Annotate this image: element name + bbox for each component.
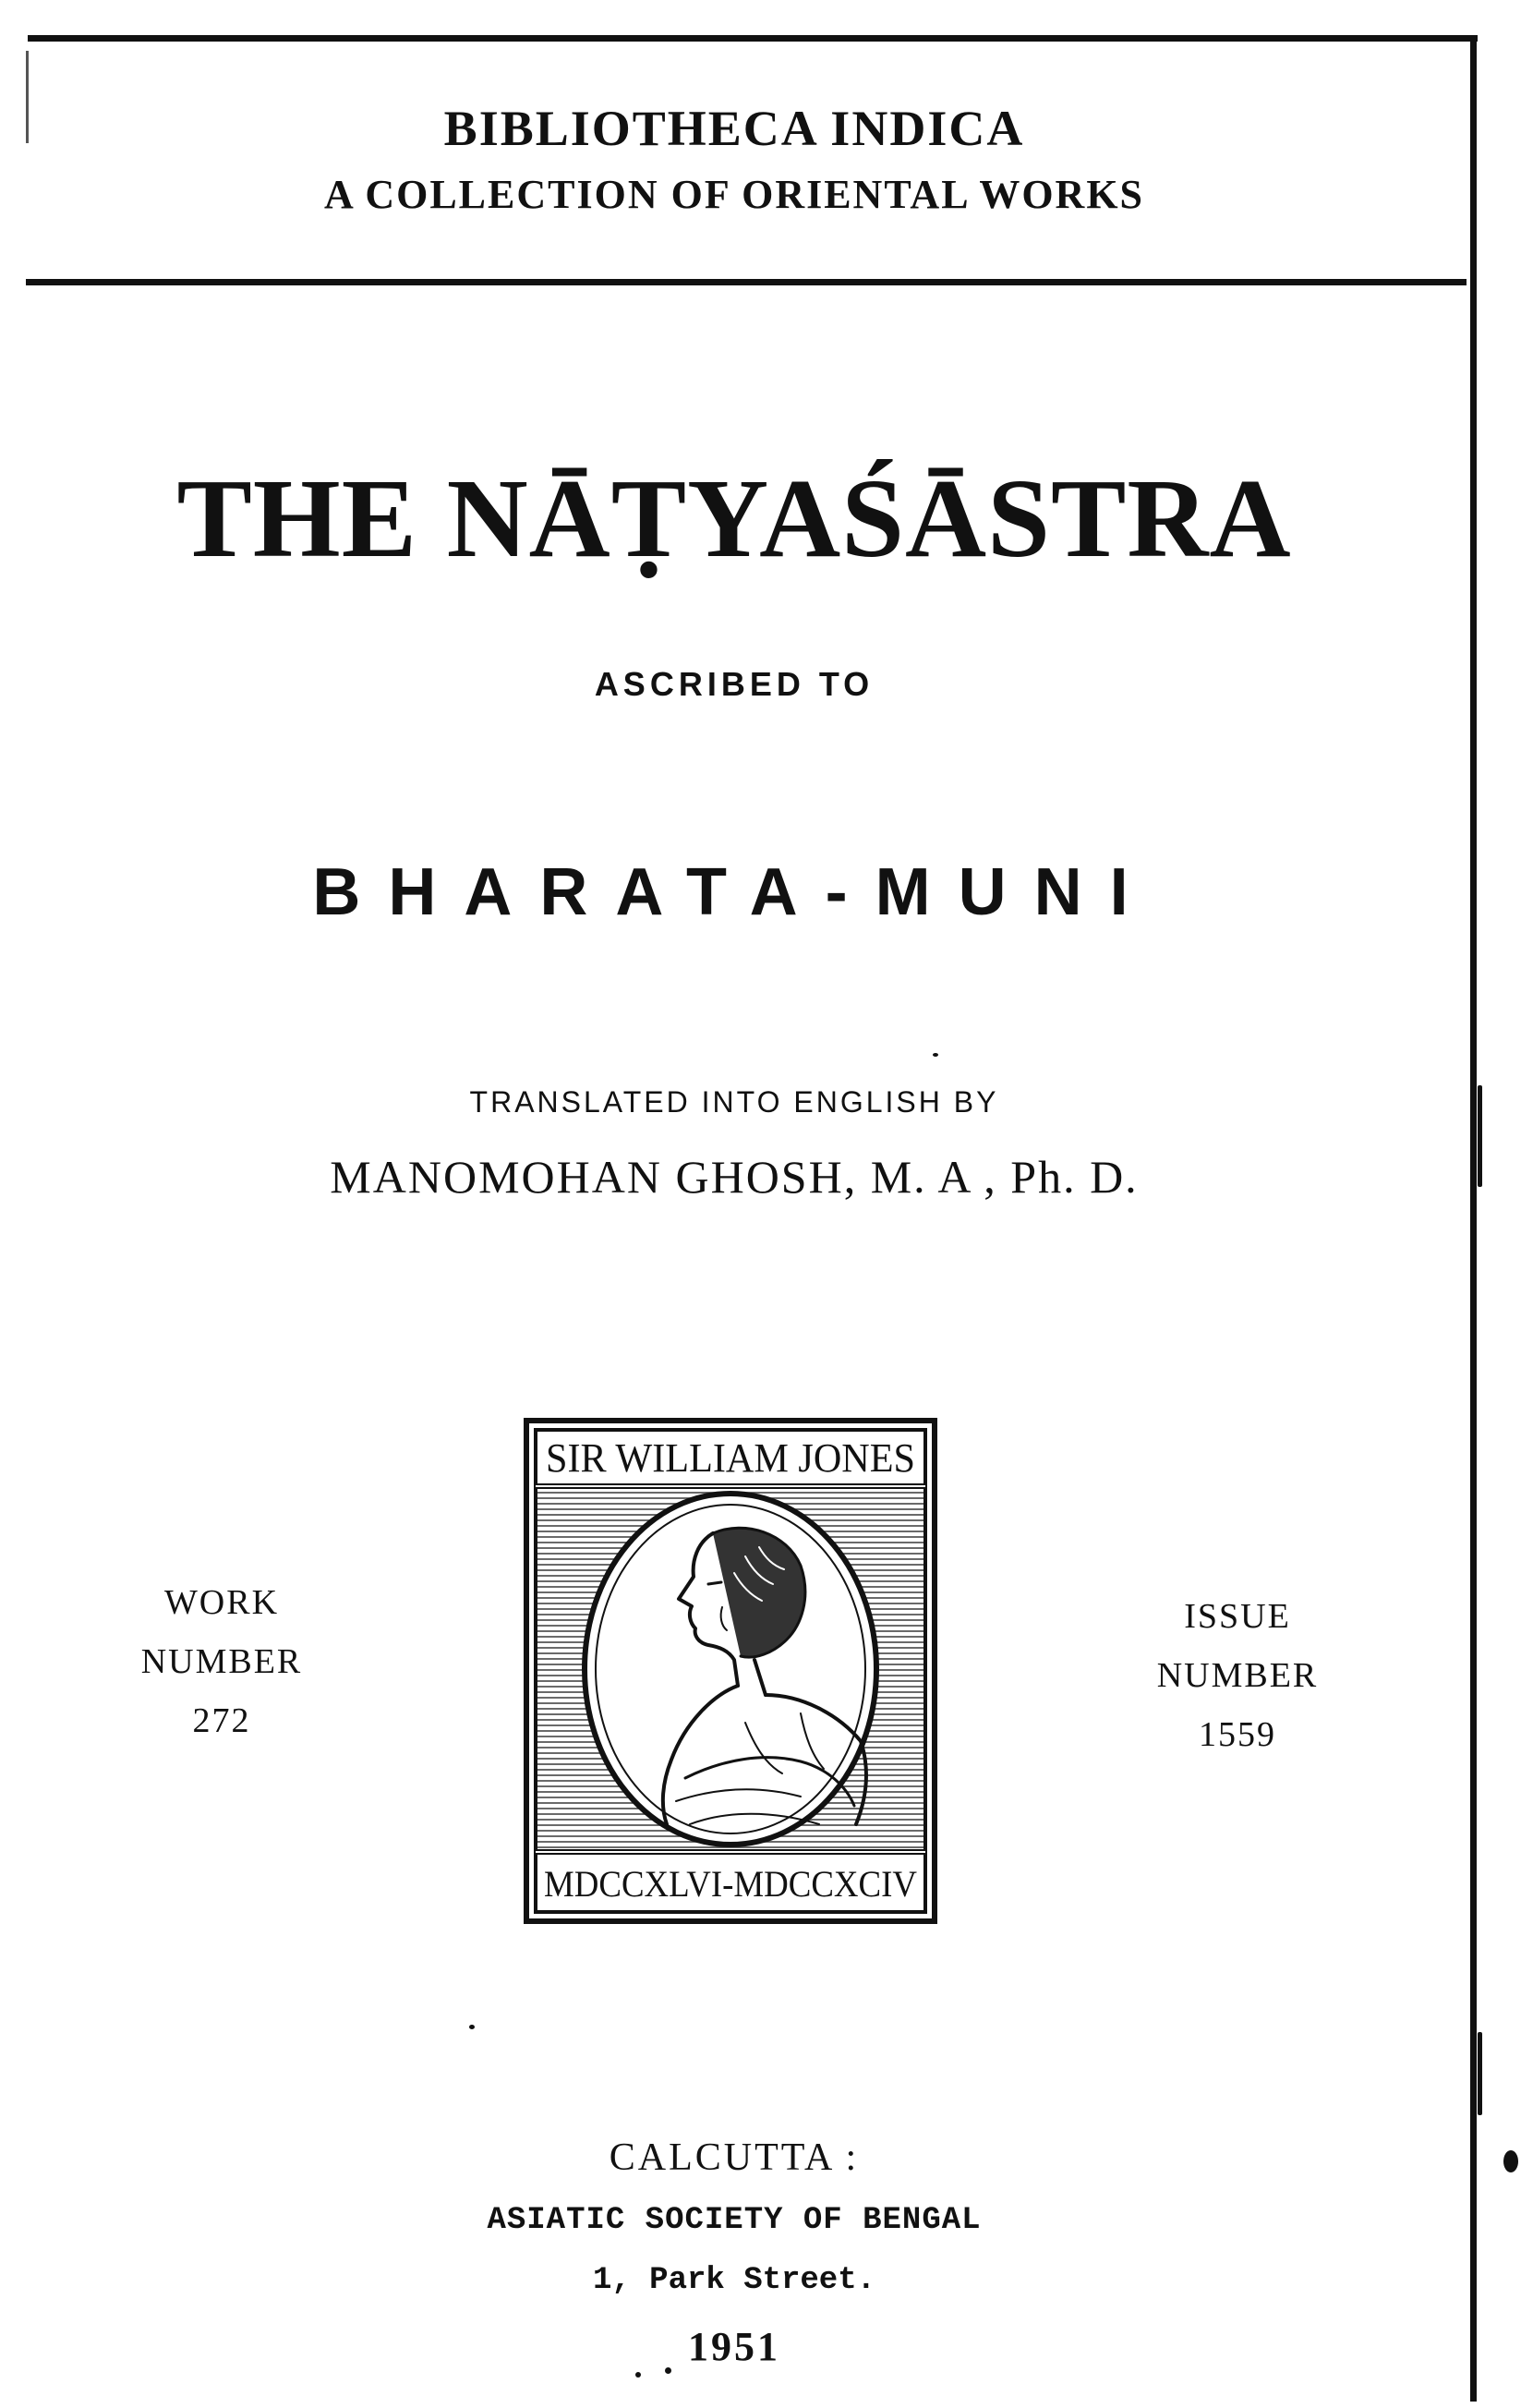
print-speck [1478,1085,1482,1187]
imprint-address: 1, Park Street. [592,2263,876,2298]
work-number-value: 272 [192,1701,251,1740]
issue-number-value: 1559 [1199,1715,1276,1754]
work-number-label-1: WORK [163,1583,280,1622]
ascribed-to-label: ASCRIBED TO [594,665,875,703]
imprint-year: 1951 [688,2324,780,2369]
print-speck [635,2372,641,2378]
imprint-publisher: ASIATIC SOCIETY OF BENGAL [487,2203,982,2238]
series-title: BIBLIOTHECA INDICA [443,101,1025,156]
series-subtitle: A COLLECTION OF ORIENTAL WORKS [323,172,1145,217]
issue-number-label-2: NUMBER [1156,1656,1319,1695]
translator-name: MANOMOHAN GHOSH, M. A , Ph. D. [330,1151,1139,1203]
imprint-place: CALCUTTA : [609,2136,860,2179]
header-bottom-rule [26,279,1467,285]
print-speck [1478,2032,1482,2115]
right-frame-rule [1470,37,1477,2402]
translated-by-label: TRANSLATED INTO ENGLISH BY [469,1085,999,1119]
print-speck [665,2367,671,2374]
print-speck [933,1053,938,1057]
work-title: THE NĀṬYAŚĀSTRA [176,456,1292,581]
seal-bottom-text: MDCCXLVI-MDCCXCIV [544,1863,918,1905]
work-number-label-2: NUMBER [140,1642,303,1681]
print-speck [469,2025,475,2029]
sir-william-jones-seal [524,1418,937,1924]
issue-number-block [1108,1587,1367,1764]
print-speck [1503,2150,1518,2172]
issue-number-label-1: ISSUE [1184,1597,1291,1636]
author-name: BHARATA-MUNI [312,855,1156,929]
seal-top-text: SIR WILLIAM JONES [546,1435,915,1481]
top-rule [28,35,1478,42]
work-number-block [92,1573,351,1750]
